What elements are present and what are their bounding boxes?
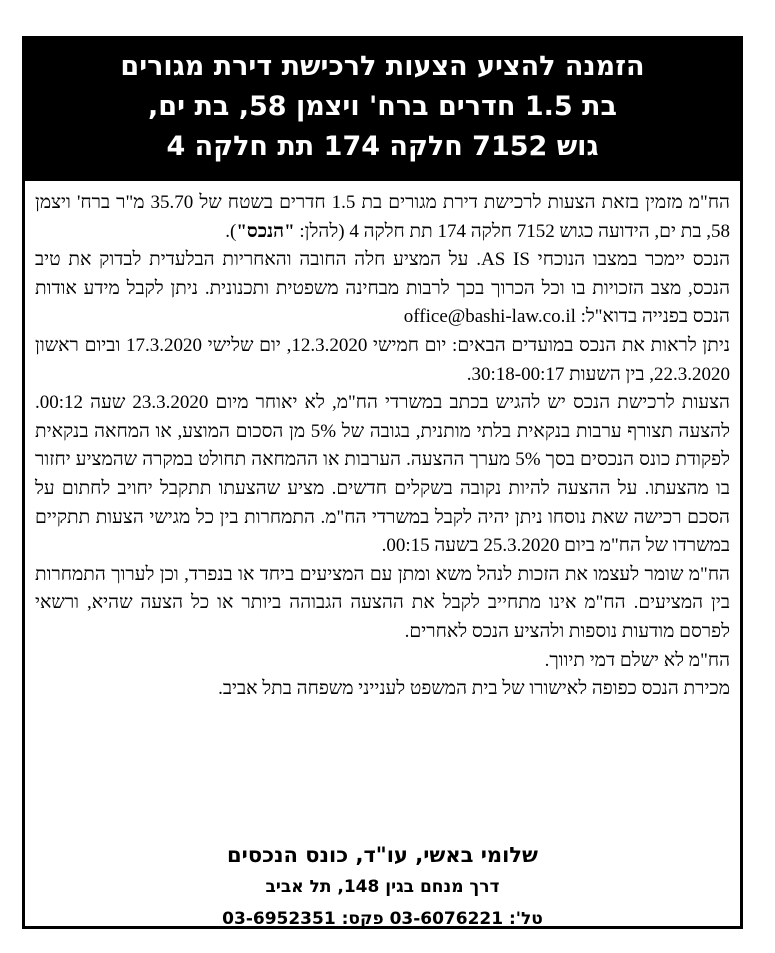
signature-phone: טל': 03-6076221 פקס: 03-6952351: [222, 909, 543, 929]
signature-name: שלומי באשי, עו"ד, כונס הנכסים: [227, 843, 538, 867]
paragraph-court-approval: מכירת הנכס כפופה לאישורו של בית המשפט לענייני משפחה בתל אביב.: [218, 678, 730, 700]
title-line-3: גוש 7152 חלקה 174 תת חלקה 4: [166, 131, 599, 162]
paragraph-brokerage: הח"מ לא ישלם דמי תיווך.: [544, 649, 730, 671]
paragraph-invitation: [35, 189, 730, 246]
paragraph-condition: [35, 246, 730, 332]
as-is-term: AS IS: [480, 249, 530, 271]
property-term: "הנכס": [236, 220, 295, 242]
notice-frame: [22, 36, 743, 929]
condition-text: . על המציע חלה החובה והאחריות הבלעדית לבדוק את טיב הנכס, מצב הזכויות בו וכל הכרוך בכך לרבות מבחינה משפטית ותכנונית. ניתן לקבל מידע אודות הנכס בפנייה בדוא"ל:: [35, 249, 730, 328]
paragraph-bids: הצעות לרכישת הנכס יש להגיש בכתב במשרדי הח"מ, לא יאוחר מיום 23.3.2020 שעה 00:12. להצעה תצורף ערבות בנקאית בלתי מותנית, בגובה של 5% מן הסכום המוצע, או המחאה בנקאית לפקודת כונס הנכסים בסך 5% מערך ההצעה. הערבות או ההמחאה תחולט במקרה שהמציע יחזור בו מהצעתו. על ההצעה להיות נקובה בשקלים חדשים. מציע שהצעתו תתקבל יחויב לחתום על הסכם רכישה שאת נוסחו ניתן יהיה לקבל במשרדי הח"מ. התמחרות בין כל מגישי הצעות תתקיים במשרדו של הח"מ ביום 25.3.2020 בשעה 00:15.: [35, 392, 730, 557]
title-line-2: בת 1.5 חדרים ברח' ויצמן 58, בת ים,: [148, 91, 617, 122]
invitation-end: ).: [225, 220, 237, 242]
paragraph-rights: הח"מ שומר לעצמו את הזכות לנהל משא ומתן עם המציעים ביחד או בנפרד, וכן לערוך התמחרות בין המציעים. הח"מ אינו מתחייב לקבל את ההצעה הגבוהה ביותר או כל הצעה שהיא, ורשאי לפרסם מודעות נוספות ולהציע הנכס לאחרים.: [35, 563, 730, 642]
condition-text-start: הנכס יימכר במצבו הנוכחי: [529, 249, 730, 271]
title-line-1: הזמנה להציע הצעות לרכישת דירת מגורים: [120, 51, 645, 82]
signature-address: דרך מנחם בגין 148, תל אביב: [265, 877, 500, 897]
contact-email: office@bashi-law.co.il: [403, 306, 576, 328]
invitation-text: הח"מ מזמין בזאת הצעות לרכישת דירת מגורים בת 1.5 חדרים בשטח של 35.70 מ"ר ברח' ויצמן 58, בת ים, הידועה כגוש 7152 חלקה 174 תת חלקה 4 (להלן:: [35, 192, 730, 242]
paragraph-viewing: ניתן לראות את הנכס במועדים הבאים: יום חמישי 12.3.2020, יום שלישי 17.3.2020 וביום ראשון 22.3.2020, בין השעות 30:18-00:17.: [35, 334, 731, 385]
title-banner: [25, 39, 740, 181]
signature-block: [25, 839, 740, 935]
notice-body: [35, 189, 730, 704]
